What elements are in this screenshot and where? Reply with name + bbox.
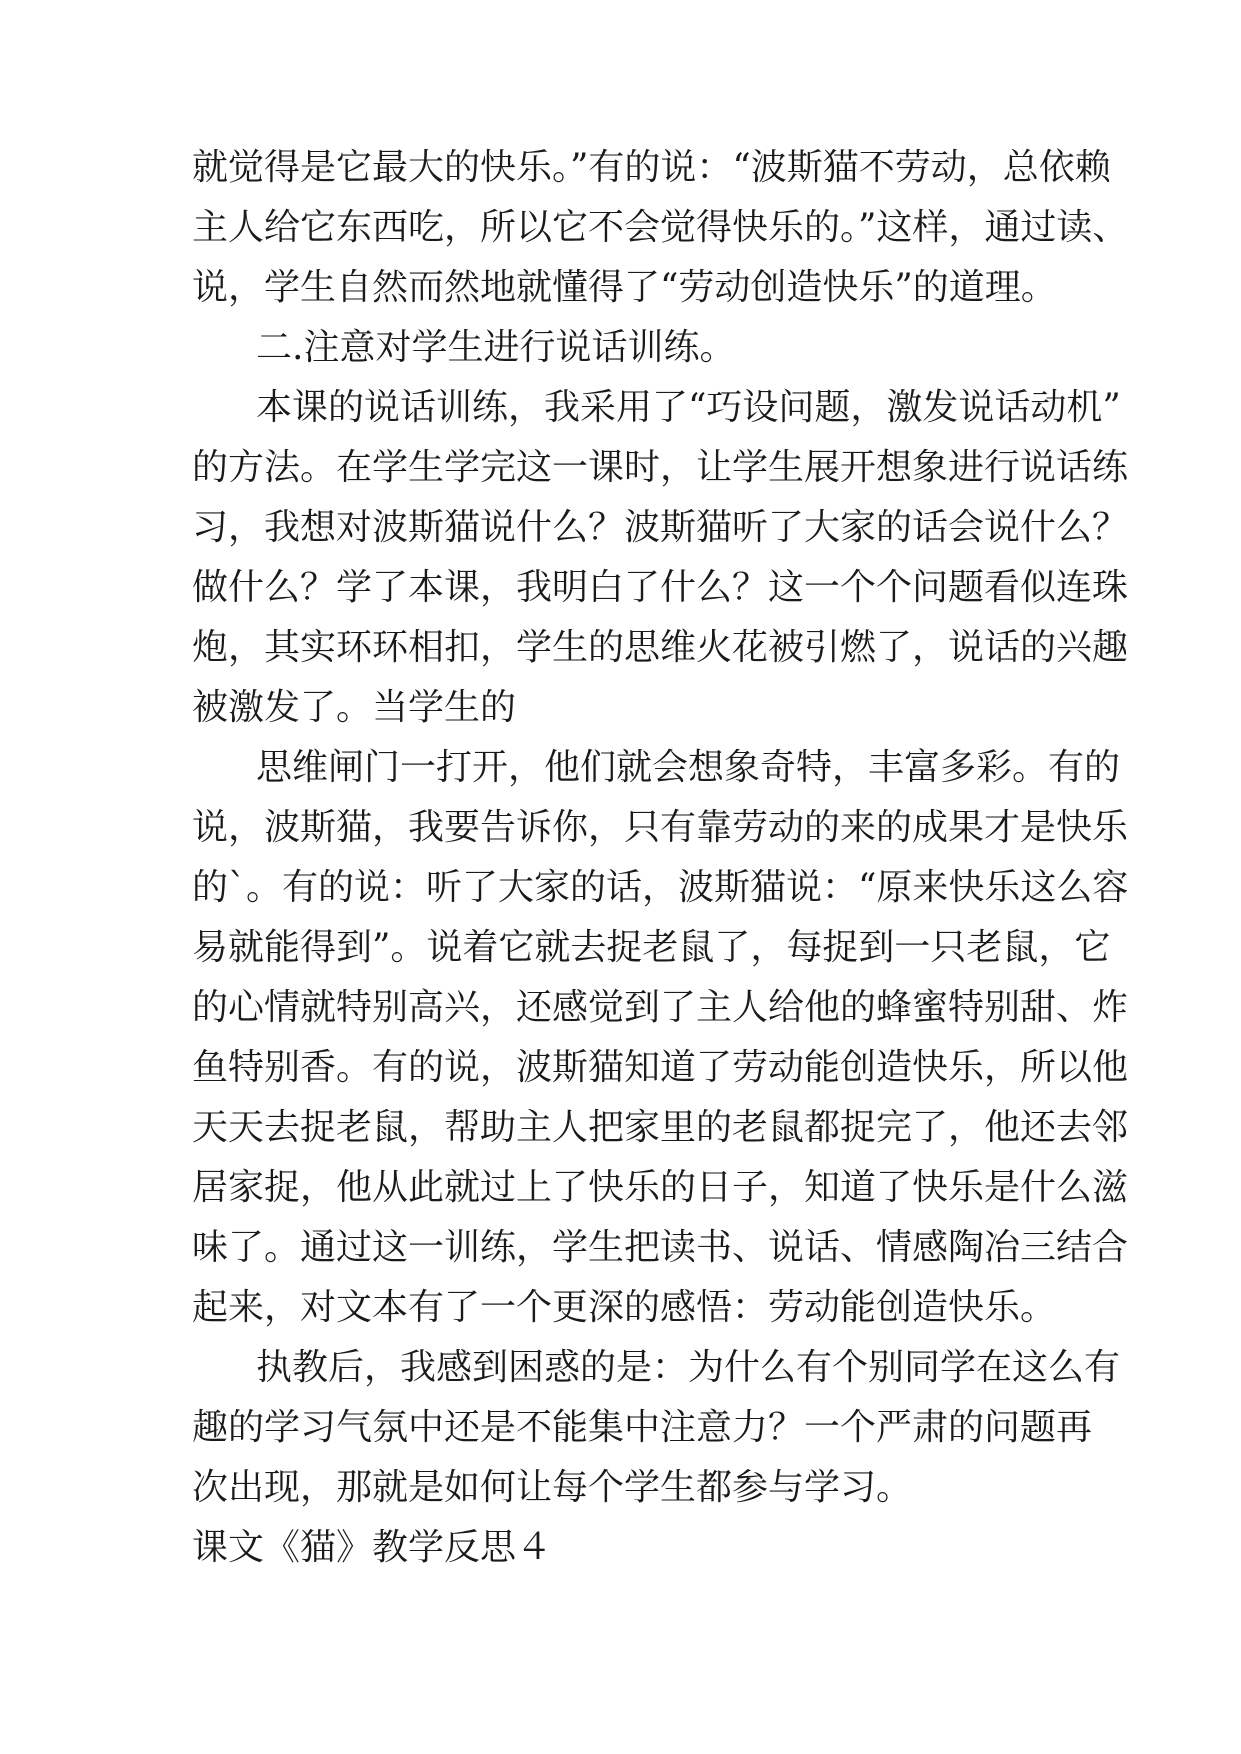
text-line: 思维闸门一打开，他们就会想象奇特，丰富多彩。有的 bbox=[256, 747, 1121, 788]
text-line: 主人给它东西吃，所以它不会觉得快乐的。”这样，通过读、 bbox=[192, 207, 1129, 248]
text-line: 说，学生自然而然地就懂得了“劳动创造快乐”的道理。 bbox=[192, 267, 1057, 308]
text-line: 做什么？学了本课，我明白了什么？这一个个问题看似连珠 bbox=[192, 567, 1129, 608]
text-line: 天天去捉老鼠，帮助主人把家里的老鼠都捉完了，他还去邻 bbox=[192, 1107, 1129, 1148]
article-title: 课文《猫》教学反思４ bbox=[192, 1527, 553, 1568]
text-line: 炮，其实环环相扣，学生的思维火花被引燃了，说话的兴趣 bbox=[192, 627, 1129, 668]
text-line: 居家捉，他从此就过上了快乐的日子，知道了快乐是什么滋 bbox=[192, 1167, 1129, 1208]
text-line: 的`。有的说：听了大家的话，波斯猫说：“原来快乐这么容 bbox=[192, 867, 1129, 908]
text-line: 说，波斯猫，我要告诉你，只有靠劳动的来的成果才是快乐 bbox=[192, 807, 1129, 848]
text-line: 的方法。在学生学完这一课时，让学生展开想象进行说话练 bbox=[192, 447, 1129, 488]
text-line: 本课的说话训练，我采用了“巧设问题，激发说话动机” bbox=[256, 387, 1121, 428]
section-heading: 二.注意对学生进行说话训练。 bbox=[256, 327, 736, 368]
text-line: 趣的学习气氛中还是不能集中注意力？一个严肃的问题再 bbox=[192, 1407, 1093, 1448]
text-line: 味了。通过这一训练，学生把读书、说话、情感陶冶三结合 bbox=[192, 1227, 1129, 1268]
text-line: 鱼特别香。有的说，波斯猫知道了劳动能创造快乐，所以他 bbox=[192, 1047, 1129, 1088]
text-line: 的心情就特别高兴，还感觉到了主人给他的蜂蜜特别甜、炸 bbox=[192, 987, 1129, 1028]
text-line: 被激发了。当学生的 bbox=[192, 687, 517, 728]
text-line: 习，我想对波斯猫说什么？波斯猫听了大家的话会说什么？ bbox=[192, 507, 1129, 548]
text-line: 易就能得到”。说着它就去捉老鼠了，每捉到一只老鼠，它 bbox=[192, 927, 1111, 968]
text-line: 执教后，我感到困惑的是：为什么有个别同学在这么有 bbox=[256, 1347, 1121, 1388]
text-line: 就觉得是它最大的快乐。”有的说：“波斯猫不劳动，总依赖 bbox=[192, 147, 1111, 188]
text-line: 次出现，那就是如何让每个学生都参与学习。 bbox=[192, 1467, 913, 1508]
text-line: 起来，对文本有了一个更深的感悟：劳动能创造快乐。 bbox=[192, 1287, 1057, 1328]
